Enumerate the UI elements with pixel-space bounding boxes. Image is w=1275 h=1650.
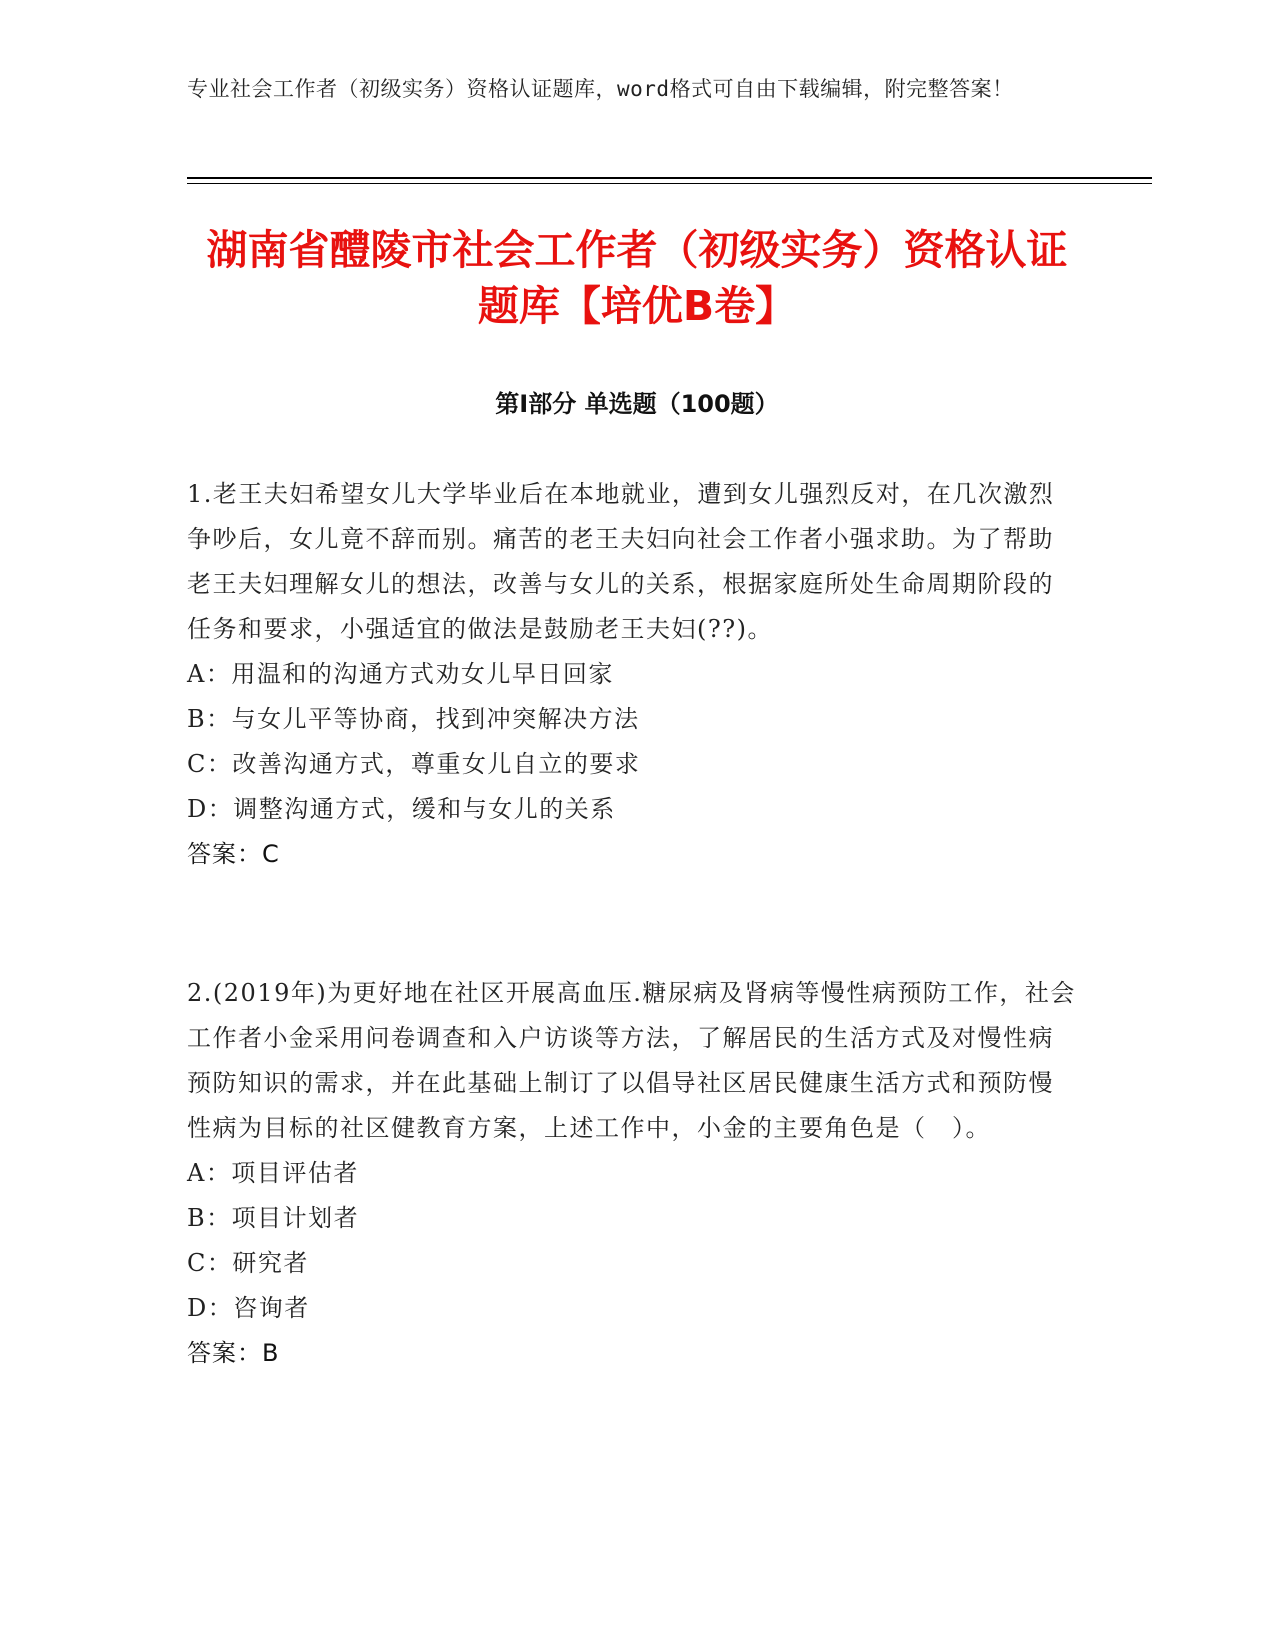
option-d: D：咨询者 (187, 1294, 310, 1322)
option-d: D：调整沟通方式，缓和与女儿的关系 (187, 795, 616, 823)
question-stem: 2.(2019年)为更好地在社区开展高血压.糖尿病及肾病等慢性病预防工作，社会工作者小金采用问卷调查和入户访谈等方法，了解居民的生活方式及对慢性病预防知识的需求，并在此基础上制订了以倡导社区居民健康生活方式和预防慢性病为目标的社区健教育方案，上述工作中，小金的主要角色是（ ）。 (187, 979, 1076, 1142)
option-c: C：改善沟通方式，尊重女儿自立的要求 (187, 750, 641, 778)
option-a: A：用温和的沟通方式劝女儿早日回家 (187, 660, 614, 688)
option-c: C：研究者 (187, 1249, 309, 1277)
document-title: 湖南省醴陵市社会工作者（初级实务）资格认证题库【培优B卷】 (206, 226, 1068, 330)
question-1 (187, 472, 1077, 877)
question-stem: 1.老王夫妇希望女儿大学毕业后在本地就业，遭到女儿强烈反对，在几次激烈争吵后，女儿竟不辞而别。痛苦的老王夫妇向社会工作者小强求助。为了帮助老王夫妇理解女儿的想法，改善与女儿的关系，根据家庭所处生命周期阶段的任务和要求，小强适宜的做法是鼓励老王夫妇(??)。 (187, 480, 1055, 643)
section-heading: 第Ⅰ部分 单选题（100题） (495, 390, 779, 418)
answer-line: 答案：C (187, 840, 280, 868)
header-divider-thick (187, 177, 1152, 179)
answer-line: 答案：B (187, 1339, 280, 1367)
option-b: B：与女儿平等协商，找到冲突解决方法 (187, 705, 640, 733)
option-a: A：项目评估者 (187, 1159, 359, 1187)
header-note: 专业社会工作者（初级实务）资格认证题库，word格式可自由下载编辑，附完整答案！ (187, 77, 1014, 101)
header-divider-thin (187, 183, 1152, 184)
option-b: B：项目计划者 (187, 1204, 360, 1232)
question-2 (187, 971, 1077, 1376)
